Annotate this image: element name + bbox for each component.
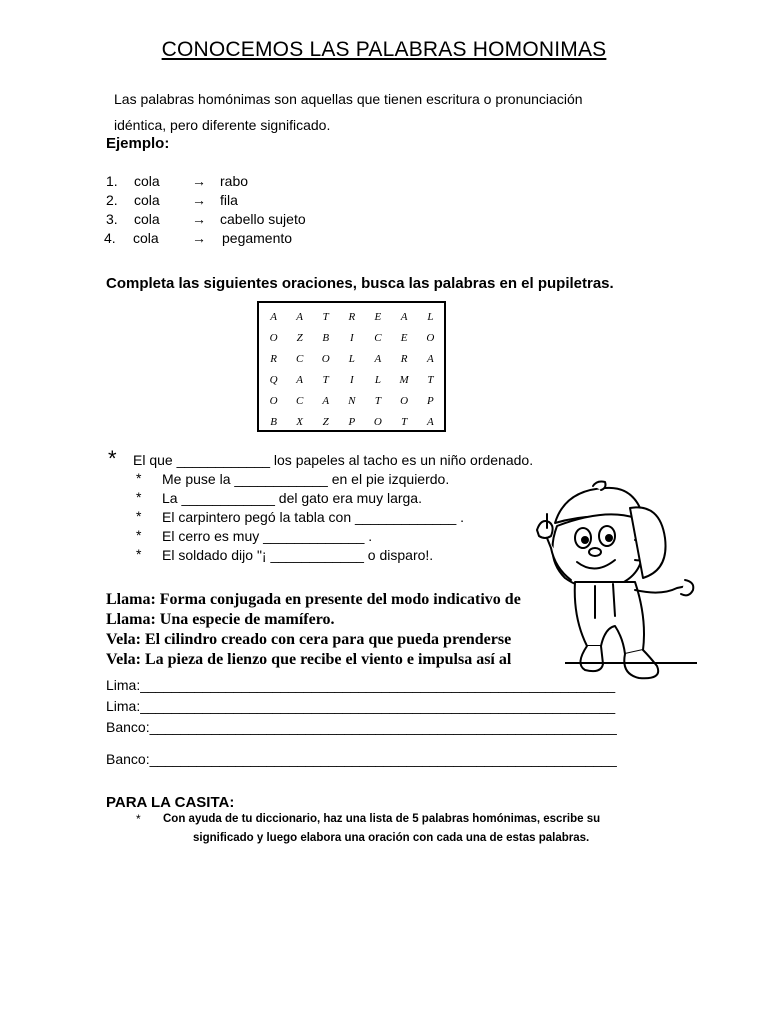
grid-cell: I — [349, 373, 355, 386]
grid-cell: P — [427, 394, 435, 407]
grid-cell: T — [401, 415, 409, 428]
arrow-icon: → — [192, 173, 206, 189]
example-word: cola — [133, 230, 159, 246]
arrow-icon: → — [192, 230, 206, 246]
grid-cell: L — [374, 373, 382, 386]
example-meaning: pegamento — [222, 230, 293, 246]
grid-cell: R — [400, 352, 409, 365]
definition-3: Vela: El cilindro creado con cera para que pueda prenderse — [106, 631, 512, 648]
grid-cell: L — [348, 352, 356, 365]
sentence-6: El soldado dijo "¡ ____________ o disparo!. — [162, 547, 434, 563]
grid-cell: O — [269, 331, 279, 344]
homework-heading: PARA LA CASITA: — [106, 794, 235, 811]
grid-cell: A — [270, 310, 278, 323]
grid-cell: A — [296, 373, 305, 386]
sentence-4: El carpintero pegó la tabla con _____________ . — [162, 509, 465, 525]
grid-cell: E — [400, 331, 409, 344]
example-row — [0, 211, 400, 231]
example-number: 3. — [106, 211, 118, 227]
homework-line-1: Con ayuda de tu diccionario, haz una lista de 5 palabras homónimas, escribe su — [163, 813, 601, 825]
grid-cell: B — [270, 415, 278, 428]
grid-cell: T — [374, 394, 382, 407]
grid-cell: M — [399, 373, 410, 386]
bullet-asterisk: * — [136, 508, 142, 524]
example-meaning: rabo — [220, 173, 249, 189]
example-meaning: cabello sujeto — [220, 211, 306, 227]
sentence-3: La ____________ del gato era muy larga. — [162, 490, 422, 506]
grid-cell: A — [296, 310, 305, 323]
grid-cell: T — [322, 373, 330, 386]
homework-line-2: significado y luego elabora una oración con cada una de estas palabras. — [193, 832, 590, 844]
grid-cell: A — [374, 352, 383, 365]
grid-cell: O — [321, 352, 331, 365]
grid-cell: C — [374, 331, 383, 344]
grid-cell: R — [270, 352, 278, 365]
grid-cell: I — [349, 331, 355, 344]
definition-2: Llama: Una especie de mamífero. — [106, 611, 335, 628]
sentence-2: Me puse la ____________ en el pie izquierdo. — [162, 471, 450, 487]
grid-cell: Z — [322, 415, 330, 428]
page-title: CONOCEMOS LAS PALABRAS HOMONIMAS — [161, 38, 607, 61]
bullet-asterisk: * — [136, 546, 142, 562]
grid-cell: Z — [296, 331, 304, 344]
word-search-grid — [257, 301, 446, 432]
grid-cell: N — [348, 394, 357, 407]
bullet-asterisk: * — [108, 446, 117, 471]
grid-cell: L — [427, 310, 435, 323]
example-word: cola — [134, 173, 160, 189]
grid-cell: T — [322, 310, 330, 323]
bullet-asterisk: * — [136, 527, 142, 543]
sentence-1: El que ____________ los papeles al tacho es un niño ordenado. — [133, 452, 534, 468]
grid-cell: A — [322, 394, 331, 407]
write-line-lima-2[interactable]: Lima:_____________________________________________________________ — [106, 698, 616, 714]
grid-cell: O — [400, 394, 410, 407]
write-line-lima-1[interactable]: Lima:_____________________________________________________________ — [106, 677, 616, 693]
example-number: 4. — [104, 230, 116, 246]
instruction: Completa las siguientes oraciones, busca las palabras en el pupiletras. — [106, 275, 614, 292]
grid-cell: O — [373, 415, 383, 428]
grid-cell: O — [269, 394, 279, 407]
write-line-banco-2[interactable]: Banco:____________________________________________________________ — [106, 751, 617, 767]
grid-cell: A — [400, 310, 409, 323]
grid-cell: A — [427, 415, 435, 428]
grid-cell: X — [296, 415, 305, 428]
grid-cell: T — [427, 373, 435, 386]
example-heading: Ejemplo: — [106, 135, 170, 152]
intro-line-2: idéntica, pero diferente significado. — [114, 117, 331, 133]
bullet-asterisk: * — [136, 812, 141, 826]
arrow-icon: → — [192, 192, 206, 208]
example-row — [0, 230, 400, 250]
definition-4: Vela: La pieza de lienzo que recibe el viento e impulsa así al — [106, 651, 512, 668]
grid-cell: A — [427, 352, 435, 365]
sentence-5: El cerro es muy _____________ . — [162, 528, 373, 544]
bullet-asterisk: * — [136, 489, 142, 505]
intro-line-1: Las palabras homónimas son aquellas que tienen escritura o pronunciación — [114, 91, 583, 107]
cartoon-boy-illustration — [535, 478, 697, 690]
example-word: cola — [134, 192, 160, 208]
example-number: 2. — [106, 192, 118, 208]
grid-cell: Q — [269, 373, 279, 386]
grid-cell: E — [374, 310, 383, 323]
write-line-banco-1[interactable]: Banco:____________________________________________________________ — [106, 719, 617, 735]
definition-1: Llama: Forma conjugada en presente del modo indicativo de — [106, 591, 521, 608]
grid-cell: O — [426, 331, 436, 344]
example-meaning: fila — [220, 192, 238, 208]
grid-cell: R — [348, 310, 357, 323]
grid-cell: B — [322, 331, 331, 344]
grid-cell: C — [295, 394, 305, 407]
example-row — [0, 173, 400, 193]
arrow-icon: → — [192, 211, 206, 227]
grid-cell: C — [295, 352, 305, 365]
grid-cell: P — [348, 415, 357, 428]
example-word: cola — [134, 211, 160, 227]
example-number: 1. — [106, 173, 118, 189]
example-row — [0, 192, 400, 212]
bullet-asterisk: * — [136, 470, 142, 486]
